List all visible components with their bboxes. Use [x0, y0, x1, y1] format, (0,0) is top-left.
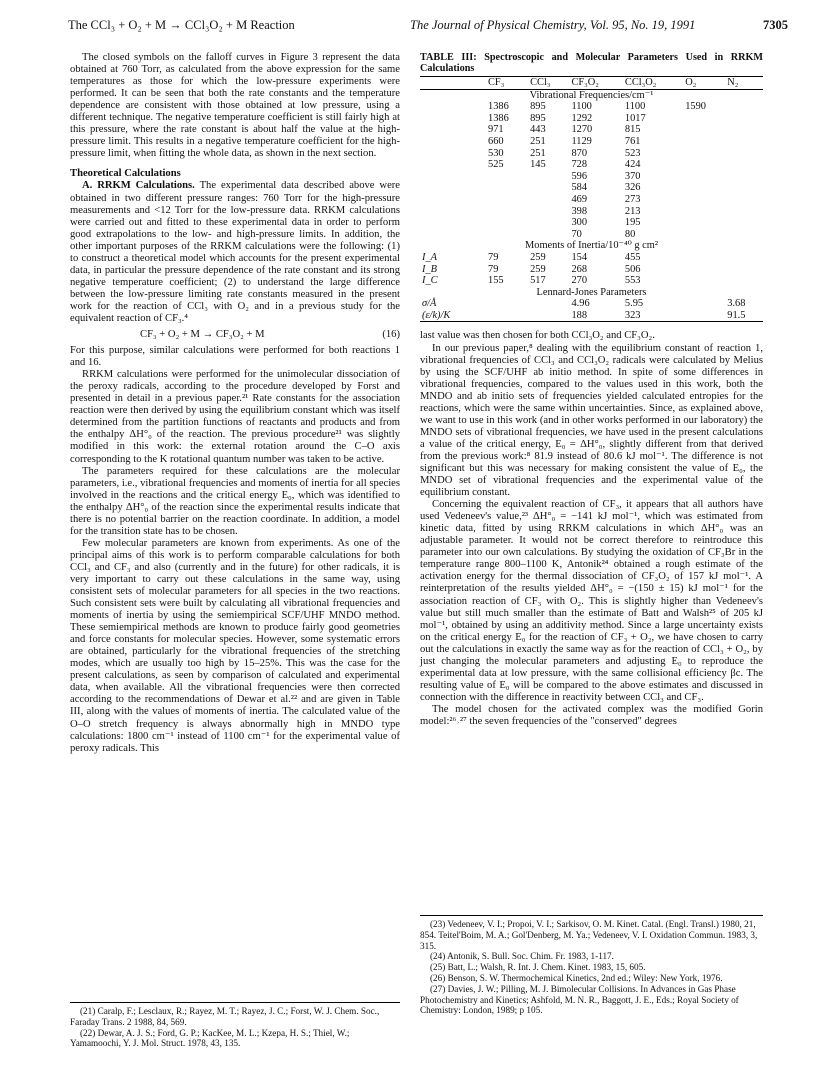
table-row [420, 194, 763, 206]
table-cell [683, 264, 725, 276]
header-title: The CCl₃ + O₂ + M → CCl₃O₂ + M Reaction [68, 18, 295, 32]
table-cell: 815 [624, 124, 641, 136]
table-header-cell: CCl₃O₂ [623, 77, 683, 90]
table-header-cell: CCl₃ [528, 77, 569, 90]
table-row [420, 124, 763, 136]
section-heading: Theoretical Calculations [70, 168, 181, 180]
table-cell: 530 [488, 147, 504, 159]
table-header-cell: N₂ [725, 77, 763, 90]
paragraph: RRKM calculations were performed for the unimolecular dissociation of the peroxy radicals, according to the procedure developed by Forst and presented in detail in a previous paper.²¹ Rate constants for the association reaction were then derived by using the equilibrium constant which was itself determined from the partition functions of reactants and products and from the enthalpy ΔH°₀ of the reaction. The previous procedure²¹ was slightly modified in this work: the external rotation around the C–O axis corresponding to the K rotational quantum number was taken to be active. [70, 369, 400, 465]
paragraph: Concerning the equivalent reaction of CF₃, it appears that all authors have used Vedeneev's value,²³ ΔH°₀ = −141 kJ mol⁻¹, which was estimated from kinetic data, fitted by using RRKM calculations in which ΔH°₀ was an adjustable parameter. It would not be correct therefore to reintroduce this parameter into our own calculations. By studying the oxidation of CF₃Br in the temperature range 800–1100 K, Antonik²⁴ obtained a rough estimate of the activation energy for the thermal dissociation of CF₃O₂ of 157 kJ mol⁻¹. A reinterpretation of the results yielded ΔH°₀ = −(150 ± 15) kJ mol⁻¹ for the association reaction of CF₃ with O₂. This is slightly higher than Vedeneev's value but still much smaller than the estimate of Batt and Walsh²⁵ of 205 kJ mol⁻¹, obtained by using an additivity method. Since a large uncertainty exists on the critical energy E₀ for the reaction of CF₃ + O₂, we have chosen to carry out the calculations in exactly the same way as for the reaction of CCl₃ + O₂, by just changing the molecular parameters and adjusting E₀ to reproduce the experimental data at low pressure, with the same collisional efficiency βc. The resulting value of E₀ will be compared to the above estimates and discussed in connection with the difference in reactivity between CCl₃ and CF₃. [420, 499, 763, 703]
table-cell [528, 217, 569, 229]
table-section-moments [420, 240, 763, 286]
equation-text: CF₃ + O₂ + M → CF₃O₂ + M [140, 329, 265, 341]
table-cell: 895 [530, 112, 546, 124]
table-cell: 469 [571, 193, 588, 205]
table-cell: 517 [530, 275, 546, 287]
table-cell: 145 [530, 159, 546, 171]
table-cell [683, 148, 725, 160]
table-row [420, 310, 763, 322]
table-cell [725, 124, 763, 136]
table-cell [725, 136, 763, 148]
table-cell: 213 [624, 205, 641, 217]
table-cell: 728 [571, 159, 588, 171]
table-cell [683, 229, 725, 241]
table-cell [420, 101, 486, 113]
footnote-23: (23) Vedeneev, V. I.; Propoi, V. I.; Sarkisov, O. M. Kinet. Catal. (Engl. Transl.) 1980, 21, 854. Teitel'Boim, M. A.; Gol'Denberg, M. Ya.; Vedeneev, V. I. Oxidation Commun. 1983, 3, 315. [420, 919, 758, 951]
table-cell: 1386 [488, 112, 509, 124]
table-cell [725, 159, 763, 171]
footnote-27: (27) Davies, J. W.; Pilling, M. J. Bimolecular Collisions. In Advances in Gas Phase Photochemistry and Kinetics; Ashfold, M. N. R., Baggott, J. E., Eds.; Royal Society of Chemistry: London, 1989; p 105. [420, 983, 739, 1016]
table-cell: 761 [624, 135, 641, 147]
table-cell [725, 113, 763, 125]
table-cell: 155 [488, 275, 504, 287]
table-cell [683, 171, 725, 183]
table-cell: (ε/k)/K [420, 310, 486, 322]
table-row [420, 148, 763, 160]
table-cell: 523 [624, 147, 641, 159]
paragraph: The closed symbols on the falloff curves in Figure 3 represent the data obtained at 760 Torr, as calculated from the above expression for the same temperatures as those for which the low-pressure experiments were performed. It can be seen that both the rate constants and the temperature dependence are consistent with those obtained at low pressure, using a different technique. The negative temperature coefficient is still fairly high at this pressure, where the rate constant is about half the value at the high-pressure limit. This results in a negative temperature coefficient for the high-pressure limit, when fitting the whole data, as shown in the next section. [70, 52, 400, 160]
footnote-25: (25) Batt, L.; Walsh, R. Int. J. Chem. Kinet. 1983, 15, 605. [430, 962, 646, 973]
table-cell: 259 [530, 263, 546, 275]
table-cell: 79 [488, 263, 499, 275]
paragraph-text: The experimental data described above were obtained in two different pressure ranges: 760 Torr for the high-pressure measurements and <12 Torr for the low-pressure data. RRKM calculations were carried out and fitted to these experimental data in order to perform good extrapolations to the low- and high-pressure limits. In addition, the other important purposes of the RRKM calculations were the following: (1) to construct a theoretical model which accounts for the present experimental data, in particular the pressure dependence of the rate constant and its strong negative temperature coefficient; (2) to understand the large difference between the low-pressure limiting rate constants measured in the present work for the reaction of CCl₃ with O₂ and in a previous study for the equivalent reaction of CF₃.⁴ [70, 180, 401, 324]
paragraph: In our previous paper,⁸ dealing with the equilibrium constant of reaction 1, vibrational frequencies of CCl₃ and CCl₃O₂ radicals were calculated by Melius by using the SCF/UHF ab initio method. In spite of some differences in vibrational frequencies, compared to the values used in this work, both the MNDO and ab initio sets of frequencies yielded calculated entropies for the reactions, which were the same within uncertainties. Since, as explained above, we want to use in this work (and in other works performed in our laboratory) the MNDO sets of vibrational frequencies, we have used in the present calculations a value of the critical energy, E₀ = ΔH°₀, slightly different from that derived from the previous work:⁸ 81.9 instead of 80.6 kJ mol⁻¹. The difference is not significant but this was necessary for making consistent the value of E₀, the MNDO set of vibrational frequencies and the experimental value of the equilibrium constant. [420, 342, 763, 499]
table-cell [725, 206, 763, 218]
table-cell [486, 171, 528, 183]
footnotes-right [420, 915, 763, 1016]
table-cell [683, 252, 725, 264]
table-cell [528, 206, 569, 218]
table-cell [725, 252, 763, 264]
table-cell: 1386 [488, 101, 509, 113]
table-row [420, 229, 763, 241]
table-cell: 251 [530, 135, 546, 147]
table-header-cell: CF₃O₂ [569, 77, 622, 90]
table-cell [725, 229, 763, 241]
table-cell [420, 217, 486, 229]
table-cell: I_C [422, 275, 438, 287]
table-cell [420, 159, 486, 171]
table-cell: 1100 [571, 101, 592, 113]
table-row [420, 275, 763, 287]
table-row [420, 252, 763, 264]
table-cell [528, 229, 569, 241]
table-cell: 70 [571, 228, 582, 240]
table-cell [420, 148, 486, 160]
table-cell [725, 101, 763, 113]
table-row [420, 113, 763, 125]
table-cell [725, 148, 763, 160]
table-row [420, 298, 763, 310]
table-cell [725, 264, 763, 276]
table-cell: 424 [624, 159, 641, 171]
table-cell: 3.68 [727, 298, 746, 310]
table-row [420, 136, 763, 148]
table-cell: 323 [623, 310, 683, 322]
table-cell [725, 194, 763, 206]
table-cell: 80 [624, 228, 636, 240]
table-cell: 259 [530, 251, 546, 263]
table-row [420, 171, 763, 183]
table-cell [486, 229, 528, 241]
table-cell [683, 310, 725, 322]
table-cell [683, 194, 725, 206]
table-cell: I_A [422, 251, 438, 263]
table-cell [725, 182, 763, 194]
table-cell: 273 [624, 193, 641, 205]
table-cell: 895 [530, 101, 546, 113]
table-cell [420, 206, 486, 218]
right-column [420, 52, 763, 728]
table-cell [420, 124, 486, 136]
table-section-vibrational [420, 89, 763, 240]
table-caption: TABLE III: Spectroscopic and Molecular Parameters Used in RRKM Calculations [420, 52, 763, 74]
table-header-row [420, 77, 763, 90]
footnotes-left [70, 1002, 400, 1049]
table-row [420, 182, 763, 194]
table-cell [683, 136, 725, 148]
table-cell: 455 [624, 251, 641, 263]
table-cell [486, 182, 528, 194]
page-number: 7305 [763, 18, 788, 32]
table-cell [420, 182, 486, 194]
table-cell [683, 217, 725, 229]
table-cell [486, 310, 528, 322]
table-cell [683, 159, 725, 171]
left-column [70, 52, 400, 755]
table-cell [486, 298, 528, 310]
table-cell [683, 275, 725, 287]
table-cell [528, 182, 569, 194]
table-cell: 5.95 [624, 298, 644, 310]
table-cell [683, 182, 725, 194]
table-cell: σ/Å [422, 298, 437, 310]
table-cell [486, 194, 528, 206]
table-cell [420, 113, 486, 125]
table-cell [486, 217, 528, 229]
table-cell: 1590 [685, 101, 706, 113]
paragraph: Few molecular parameters are known from experiments. As one of the principal aims of this work is to perform comparable calculations for both CCl₃ and CF₃ and also (currently and in the future) for other radicals, it is very important to carry out these calculations in the same way, using consistent sets of molecular parameters for all species in the two reactions. Such consistent sets were built by calculating all vibrational frequencies and moments of inertia by using the semiempirical SCF/UHF MNDO method. These semiempirical methods are known to produce fairly good geometries and force constants for molecular species. However, some systematic errors are obtained, particularly for the vibrational frequencies of the stretching modes, which are usually too high by 15–25%. This was the case for the present calculations, as seen by comparison of calculated and experimental data, when available. All the vibrational frequencies were then corrected according to the recommendations of Dewar et al.²² and are given in Table III, along with the values of moments of inertia. The calculated value of the O–O stretch frequency is always abnormally high in MNDO type calculations: 1800 cm⁻¹ instead of 1100 cm⁻¹ for the experimental value of peroxy radicals. This [70, 537, 400, 754]
table-header-cell: CF₃ [486, 77, 528, 90]
table-cell: 91.5 [725, 310, 763, 322]
paragraph: The model chosen for the activated complex was the modified Gorin model:²⁶˒²⁷ the seven frequencies of the "conserved" degrees [420, 703, 763, 727]
table-cell [725, 275, 763, 287]
equation-16 [70, 325, 400, 345]
table-cell: 1270 [571, 124, 593, 136]
table-cell [528, 171, 569, 183]
table-row [420, 206, 763, 218]
table-cell: 506 [624, 263, 641, 275]
table-cell [683, 113, 725, 125]
table-row [420, 159, 763, 171]
table-cell [528, 310, 569, 322]
table-cell: 370 [624, 170, 641, 182]
table-cell: I_B [422, 263, 438, 275]
paragraph [70, 180, 400, 325]
table-row [420, 264, 763, 276]
footnote-22: (22) Dewar, A. J. S.; Ford, G. P.; KacKee, M. L.; Kzepa, H. S.; Thiel, W.; Yamamoochi, Y. J. Mol. Struct. 1978, 43, 135. [70, 1027, 350, 1049]
table-subheading: Vibrational Frequencies/cm⁻¹ [529, 89, 654, 101]
table-cell: 251 [530, 147, 546, 159]
table-header-cell [420, 77, 486, 90]
table-cell [528, 298, 569, 310]
table-cell: 584 [571, 182, 588, 194]
table-cell [683, 206, 725, 218]
table-cell: 1129 [571, 135, 592, 147]
table-cell [420, 229, 486, 241]
table-cell: 398 [571, 205, 588, 217]
table-cell: 443 [530, 124, 546, 136]
table-cell: 195 [624, 217, 641, 229]
table-cell: 4.96 [571, 298, 590, 310]
table-cell [725, 171, 763, 183]
table-cell: 300 [571, 217, 588, 229]
table-cell: 971 [488, 124, 504, 136]
equation-number: (16) [382, 329, 400, 341]
table-cell: 525 [488, 159, 504, 171]
table-cell [683, 298, 725, 310]
table-cell: 870 [571, 147, 588, 159]
footnote-26: (26) Benson, S. W. Thermochemical Kinetics, 2nd ed.; Wiley: New York, 1976. [430, 972, 723, 983]
table-cell: 154 [571, 251, 588, 263]
table-cell [725, 217, 763, 229]
table-cell: 1100 [624, 101, 646, 113]
table-cell: 1017 [624, 112, 646, 124]
table-cell [420, 136, 486, 148]
paragraph: The parameters required for these calculations are the molecular parameters, i.e., vibrational frequencies and moments of inertia for all species involved in the reactions and the critical energy E₀, which was identified to the enthalpy ΔH°₀ of the reaction since the experimental results indicate that there is no potential barrier on the reaction coordinate. In addition, a model for the transition state has to be chosen. [70, 465, 400, 537]
header-journal: The Journal of Physical Chemistry, Vol. 95, No. 19, 1991 [410, 18, 696, 32]
table-header-cell: O₂ [683, 77, 725, 90]
table-cell: 660 [488, 135, 504, 147]
table-row [420, 101, 763, 113]
paragraph: For this purpose, similar calculations were performed for both reactions 1 and 16. [70, 345, 400, 369]
footnote-21: (21) Caralp, F.; Lesclaux, R.; Rayez, M. T.; Rayez, J. C.; Forst, W. J. Chem. Soc., Faraday Trans. 2 1988, 84, 569. [70, 1006, 380, 1027]
table-subheading: Lennard-Jones Parameters [536, 286, 647, 298]
table-cell [683, 124, 725, 136]
table-cell: 268 [571, 263, 588, 275]
table-cell: 270 [571, 275, 588, 287]
table-iii [420, 76, 763, 322]
table-cell: 326 [624, 182, 641, 194]
table-cell: 596 [571, 170, 588, 182]
footnote-24: (24) Antonik, S. Bull. Soc. Chim. Fr. 1983, 1-117. [430, 951, 614, 962]
table-cell [420, 171, 486, 183]
table-cell: 188 [569, 310, 622, 322]
table-cell: 79 [488, 251, 499, 263]
table-cell [420, 194, 486, 206]
table-cell: 553 [624, 275, 641, 287]
running-header [68, 18, 788, 36]
subsection-heading: A. RRKM Calculations. [82, 180, 195, 192]
table-cell [528, 194, 569, 206]
table-subheading: Moments of Inertia/10⁻⁴⁰ g cm² [525, 240, 658, 252]
table-cell [486, 206, 528, 218]
table-row [420, 217, 763, 229]
table-section-lennard-jones [420, 287, 763, 322]
paragraph: last value was then chosen for both CCl₃O₂ and CF₃O₂. [420, 330, 655, 342]
table-cell: 1292 [571, 112, 593, 124]
